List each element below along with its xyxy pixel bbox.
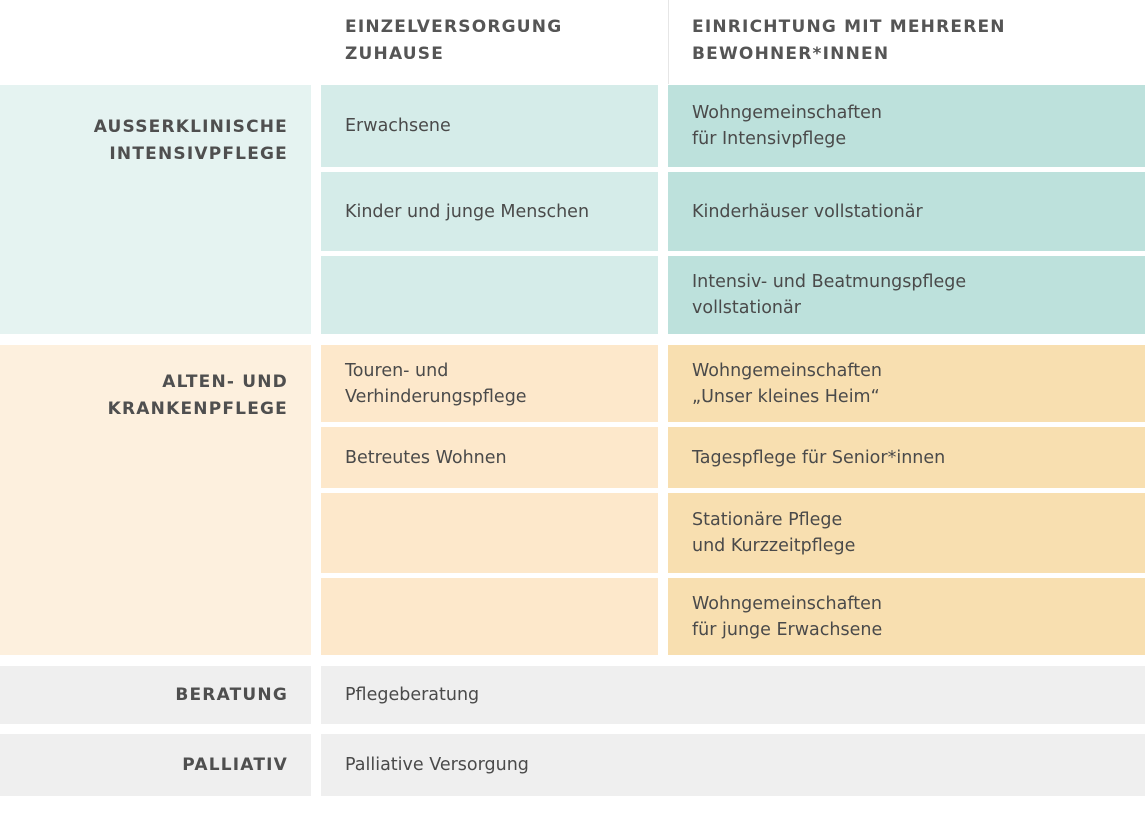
facility-cell-beatmung: Intensiv- und Beatmungspflege vollstationär	[668, 256, 1145, 334]
home-cell-touren: Touren- und Verhinderungspflege	[321, 345, 658, 422]
category-label-alten: ALTEN- UND KRANKENPFLEGE	[0, 345, 311, 655]
home-cell-children: Kinder und junge Menschen	[321, 172, 658, 251]
column-divider	[668, 0, 669, 84]
section-intensiv	[0, 85, 1145, 334]
facility-cell-unser-kleines-heim: Wohngemeinschaften „Unser kleines Heim“	[668, 345, 1145, 422]
section-beratung	[0, 666, 1145, 724]
column-header-home: EINZELVERSORGUNG ZUHAUSE	[345, 17, 563, 64]
section-alten	[0, 345, 1145, 655]
facility-cell-tagespflege: Tagespflege für Senior*innen	[668, 427, 1145, 488]
facility-cell-kinderhaeuser: Kinderhäuser vollstationär	[668, 172, 1145, 251]
home-cell-empty	[321, 256, 658, 334]
category-label-intensiv: AUSSERKLINISCHE INTENSIVPFLEGE	[0, 85, 311, 334]
section-palliativ	[0, 734, 1145, 796]
facility-cell-wg-intensiv: Wohngemeinschaften für Intensivpflege	[668, 85, 1145, 167]
home-cell-adults: Erwachsene	[321, 85, 658, 167]
category-label-palliativ: PALLIATIV	[0, 734, 311, 796]
category-label-beratung: BERATUNG	[0, 666, 311, 724]
facility-cell-junge-erwachsene: Wohngemeinschaften für junge Erwachsene	[668, 578, 1145, 655]
home-cell-empty-2	[321, 578, 658, 655]
service-cell-pflegeberatung: Pflegeberatung	[321, 666, 1145, 724]
column-header-facility: EINRICHTUNG MIT MEHREREN BEWOHNER*INNEN	[692, 17, 1006, 64]
facility-cell-stationaere-pflege: Stationäre Pflege und Kurzzeitpflege	[668, 493, 1145, 573]
home-cell-empty-1	[321, 493, 658, 573]
home-cell-betreutes-wohnen: Betreutes Wohnen	[321, 427, 658, 488]
service-cell-palliative-versorgung: Palliative Versorgung	[321, 734, 1145, 796]
